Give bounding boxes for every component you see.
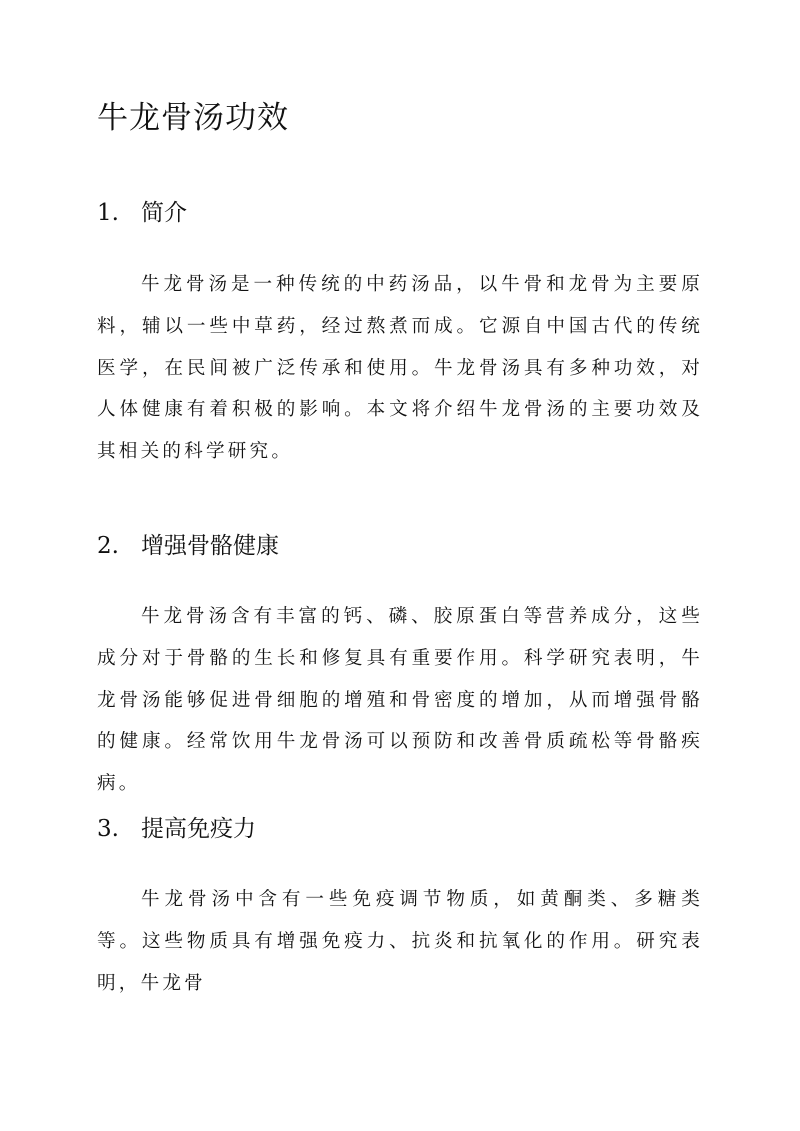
section-title: 提高免疫力	[141, 816, 256, 842]
section-body-intro: 牛龙骨汤是一种传统的中药汤品，以牛骨和龙骨为主要原料，辅以一些中草药，经过熬煮而成。它源自中国古代的传统医学，在民间被广泛传承和使用。牛龙骨汤具有多种功效，对人体健康有着积极的影响。本文将介绍牛龙骨汤的主要功效及其相关的科学研究。	[97, 274, 703, 463]
section-number: 2.	[97, 533, 119, 559]
section-body-bone-health: 牛龙骨汤含有丰富的钙、磷、胶原蛋白等营养成分，这些成分对于骨骼的生长和修复具有重要作用。科学研究表明，牛龙骨汤能够促进骨细胞的增殖和骨密度的增加，从而增强骨骼的健康。经常饮用牛龙骨汤可以预防和改善骨质疏松等骨骼疾病。	[97, 606, 703, 795]
section-title: 简介	[141, 200, 187, 226]
section-heading-bone-health	[97, 530, 279, 562]
section-body-immunity: 牛龙骨汤中含有一些免疫调节物质，如黄酮类、多糖类等。这些物质具有增强免疫力、抗炎和抗氧化的作用。研究表明，牛龙骨	[97, 889, 703, 994]
section-heading-immunity	[97, 813, 256, 845]
section-number: 3.	[97, 816, 119, 842]
section-heading-intro	[97, 197, 187, 229]
section-title: 增强骨骼健康	[141, 533, 279, 559]
section-number: 1.	[97, 200, 119, 226]
document-title: 牛龙骨汤功效	[97, 100, 289, 136]
